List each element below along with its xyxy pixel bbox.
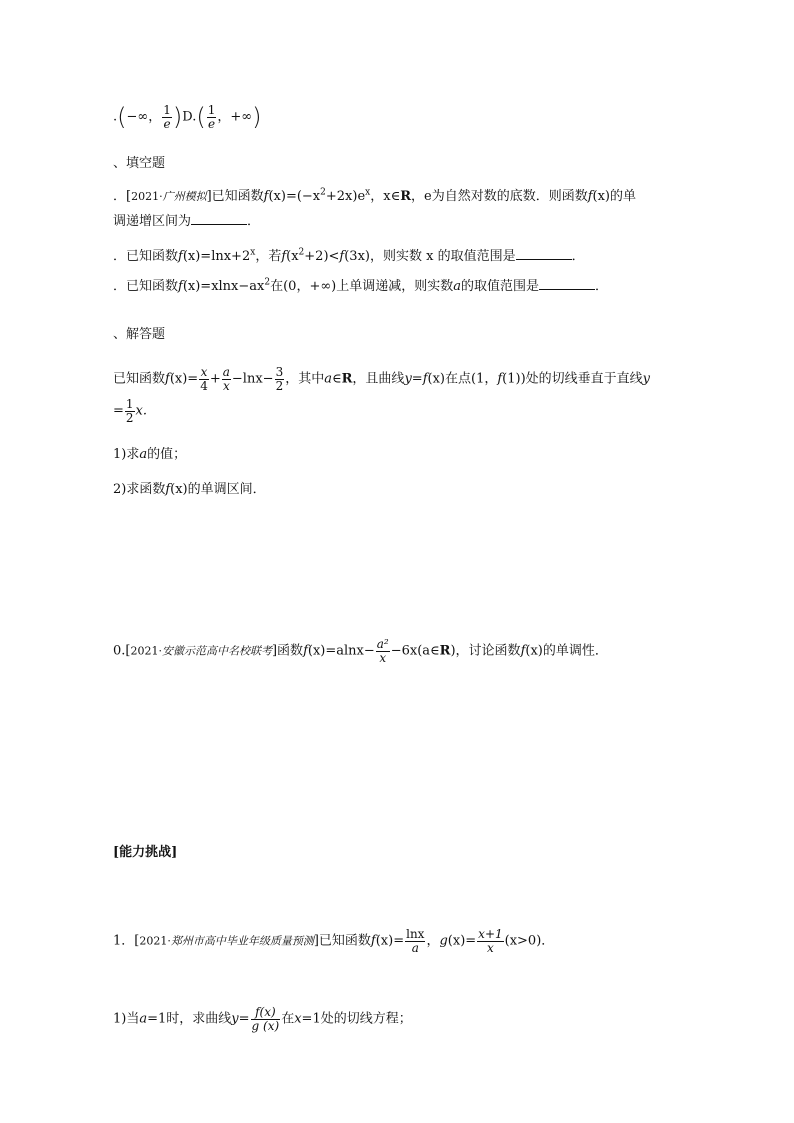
fill-question-1-line-2	[113, 212, 260, 228]
q-text: 调递增区间为	[113, 214, 192, 229]
source-year: 2021·	[139, 934, 171, 948]
math-expr: =(−x	[285, 189, 321, 204]
frac-num: 3	[275, 365, 284, 379]
frac-num: x	[200, 365, 208, 379]
math-f: f	[263, 189, 269, 204]
answer-blank[interactable]	[516, 247, 572, 260]
math-sup: 2	[320, 187, 326, 198]
frac-num: a	[222, 365, 230, 379]
q-end: ．	[571, 249, 585, 264]
fraction-lnx-over-a	[405, 928, 425, 954]
math-x: (x)	[268, 189, 286, 204]
frac-den: x	[487, 940, 494, 955]
math-expr: (x)=lnx+2	[182, 249, 251, 264]
q-text: 1)求	[113, 447, 140, 462]
q-end: ．	[595, 279, 609, 294]
fraction-1-over-e	[207, 104, 217, 130]
math-f: f	[587, 189, 593, 204]
source-year: 2021·	[131, 190, 163, 203]
q-prefix: 0.[	[113, 643, 131, 659]
fraction-x1-over-x	[477, 928, 503, 954]
math-g: g	[439, 933, 448, 949]
source-name: 广州模拟	[162, 190, 207, 203]
source-year: 2021·	[130, 644, 162, 658]
q-prefix: ．已知函数	[113, 249, 179, 264]
fraction-fx-over-gx	[251, 1006, 281, 1032]
fraction-x-over-4	[199, 366, 209, 392]
math-op: =	[113, 403, 124, 419]
math-cond: ，x∈	[370, 189, 401, 204]
math-expr: (x)=	[375, 933, 405, 949]
fill-question-2	[113, 247, 585, 263]
answer-blank[interactable]	[191, 212, 247, 225]
math-f: f	[165, 482, 171, 497]
math-x: (x)=	[169, 371, 199, 387]
section-heading-answer: 、解答题	[113, 327, 166, 342]
math-expr: (x)=alnx−	[307, 643, 375, 659]
q-text: ]已知函数	[313, 933, 371, 949]
math-f: f	[178, 249, 183, 264]
math-a: a	[139, 1011, 148, 1027]
ability-question-1-sub-1	[113, 1006, 412, 1032]
fill-question-1-line-1	[113, 187, 637, 204]
q-text: ，若	[255, 249, 282, 264]
q-text: ]已知函数	[206, 189, 264, 204]
frac-den: e	[163, 116, 171, 131]
q-prefix: ．已知函数	[113, 279, 179, 294]
answer-question-10	[113, 638, 608, 664]
frac-den: 2	[275, 378, 284, 393]
q-prefix: 已知函数	[113, 371, 166, 387]
math-op: +	[209, 371, 221, 387]
paren-open: (	[196, 103, 206, 132]
choice-d-right: ，+∞	[217, 109, 253, 125]
fraction-a2-over-x	[376, 638, 390, 664]
answer-question-1-sub-1	[113, 448, 186, 461]
answer-blank[interactable]	[539, 277, 595, 290]
q-text: ，且曲线	[352, 371, 405, 387]
math-f: f	[422, 371, 428, 387]
math-expr: −lnx−	[231, 371, 274, 387]
q-text: 1)当	[113, 1011, 140, 1027]
source-name: 安徽示范高中名校联考	[161, 644, 272, 658]
fraction-1-over-e	[162, 104, 172, 130]
ability-question-1	[113, 928, 554, 954]
frac-num: 1	[163, 103, 171, 117]
q-text: ]函数	[271, 643, 304, 659]
paren-open: (	[117, 103, 127, 132]
frac-num: x+1	[478, 927, 503, 941]
source-name: 郑州市高中毕业年级质量预测	[170, 934, 314, 948]
math-sup: 2	[298, 247, 305, 258]
q-end: ．	[247, 214, 261, 229]
frac-num: 1	[207, 103, 216, 117]
math-expr: +2)<	[304, 249, 340, 264]
q-prefix: 1．[	[113, 933, 140, 949]
q-text: (x>0)．	[504, 933, 555, 949]
math-op: =	[411, 371, 423, 387]
answer-question-1-line-1	[113, 366, 650, 392]
math-f: f	[303, 643, 308, 659]
math-x: x	[294, 1011, 302, 1027]
frac-den: a	[411, 940, 419, 955]
set-R: R	[400, 189, 412, 204]
q-text: (x)的单调区间．	[170, 482, 266, 497]
q-text: ，其中	[285, 371, 325, 387]
math-x: x.	[135, 403, 148, 419]
math-comma: ，	[426, 933, 440, 949]
set-R: R	[439, 643, 451, 659]
math-a: a	[324, 371, 332, 387]
math-y: y	[231, 1011, 239, 1027]
choice-options-line	[113, 104, 261, 130]
math-f: f	[339, 249, 345, 264]
math-f: f	[497, 371, 503, 387]
math-expr: +2x)e	[325, 189, 366, 204]
q-text: 的取值范围是	[461, 279, 540, 294]
frac-den: e	[208, 116, 216, 131]
math-f: f	[520, 643, 526, 659]
answer-question-1-sub-2	[113, 483, 266, 496]
choice-c-left: −∞，	[126, 109, 162, 125]
paren-close: )	[252, 103, 262, 132]
math-a: a	[453, 279, 462, 294]
math-expr: (x)=	[447, 933, 477, 949]
q-text: =1时，求曲线	[147, 1011, 232, 1027]
math-a: a	[139, 447, 148, 462]
q-text: (3x)，则实数 x 的取值范围是	[344, 249, 516, 264]
q-text: (x)的单调性．	[525, 643, 608, 659]
q-text: 的值；	[147, 447, 187, 462]
frac-num: f(x)	[251, 1006, 281, 1020]
math-f: f	[370, 933, 376, 949]
math-y: y	[642, 371, 651, 387]
q-text: 在(0，+∞)上单调递减，则实数	[270, 279, 454, 294]
math-op: ∈	[331, 371, 342, 387]
frac-num: 1	[125, 397, 134, 411]
set-R: R	[341, 371, 353, 387]
q-text: 2)求函数	[113, 482, 166, 497]
q-prefix: ．[	[113, 189, 132, 204]
math-expr: −6x(a∈	[390, 643, 440, 659]
fill-question-3	[113, 277, 608, 293]
math-sup: x	[250, 247, 256, 258]
frac-den: 4	[200, 378, 208, 393]
q-text: (x)的单	[592, 189, 637, 204]
paren-close: )	[172, 103, 183, 132]
math-op: =	[238, 1011, 250, 1027]
q-text: =1处的切线方程；	[301, 1011, 412, 1027]
math-y: y	[404, 371, 412, 387]
math-expr: (x)=xlnx−ax	[182, 279, 265, 294]
math-expr: (x	[286, 249, 299, 264]
fraction-a-over-x	[222, 366, 231, 392]
frac-num: lnx	[406, 927, 425, 941]
answer-question-1-line-2	[113, 398, 147, 424]
fraction-1-over-2	[125, 398, 135, 424]
frac-den: 2	[125, 410, 134, 425]
math-sup: x	[365, 187, 371, 198]
math-f: f	[165, 371, 170, 387]
math-f: f	[178, 279, 183, 294]
q-text: (x)在点(1，	[427, 371, 498, 387]
q-text: ，e为自然对数的底数．则函数	[411, 189, 588, 204]
frac-den: x	[222, 378, 230, 393]
section-heading-fill: 、填空题	[113, 156, 166, 171]
frac-den: g (x)	[251, 1018, 280, 1033]
q-text: 在	[281, 1011, 295, 1027]
q-text: )，讨论函数	[450, 643, 521, 659]
math-sup: 2	[264, 277, 271, 288]
math-f: f	[281, 249, 287, 264]
section-heading-ability: [能力挑战]	[113, 845, 178, 860]
frac-num: a²	[376, 637, 389, 651]
choice-c-prefix: .	[113, 109, 118, 125]
choice-d-label: D.	[182, 109, 197, 125]
fraction-3-over-2	[275, 366, 285, 392]
frac-den: x	[379, 650, 387, 665]
q-text: (1))处的切线垂直于直线	[502, 371, 643, 387]
